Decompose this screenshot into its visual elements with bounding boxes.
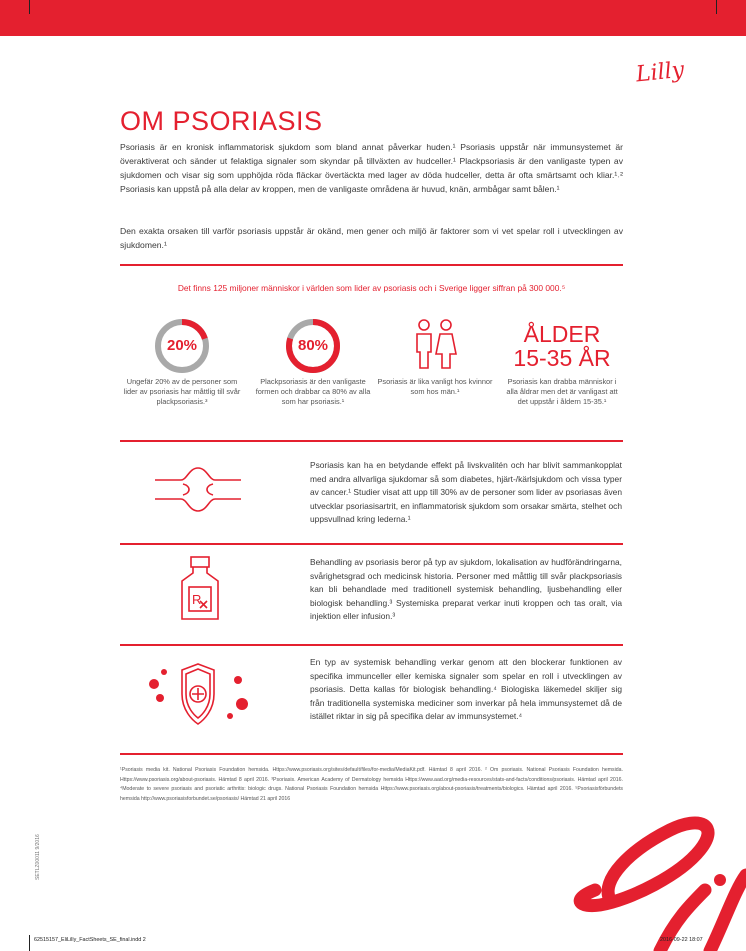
block-text-2: Behandling av psoriasis beror på typ av sjukdom, lokalisation av hudförändringarna, svårighetsgrad och medicinsk historia. Personer med måttlig till svår plackpsoriasis kan bli behandlade med traditionell systemisk behandling, ljusbehandling eller biologisk behandling.³ Systemiska preparat verkar inuti kroppen och tas oralt, via injektion eller infusion.³ [310,557,622,622]
page-title: OM PSORIASIS [120,106,323,136]
highlight-text: Det finns 125 miljoner människor i världen som lider av psoriasis och i Sverige ligger siffran på 300 000.⁵ [177,283,566,293]
lilly-logo: Lilly [634,57,686,88]
divider [120,753,623,755]
intro-paragraph-2: Den exakta orsaken till varför psoriasis uppstår är okänd, men gener och miljö är faktorer som vi vet spelar roll i utvecklingen av sjukdomen.¹ [120,226,623,251]
intro-paragraph-1: Psoriasis är en kronisk inflammatorisk sjukdom som bland annat påverkar huden.¹ Psoriasis uppstår när immunsystemet är överaktiverat och sänder ut felaktiga signaler som skyndar på tillväxten av hudceller.¹ Plackpsoriasis är den vanligaste typen av sjukdomen och visar sig som upphöjda röda fläckar övertäckta med lager av döda hudceller, detta är ofta smärtsamt och kliar.¹˒² Psoriasis kan uppstå på alla delar av kroppen, men de vanligaste områdena är huvud, knän, armbågar samt bålen.¹ [120,142,623,195]
joint-icon [153,462,243,517]
stat-caption-2: Plackpsoriasis är den vanligaste formen och drabbar ca 80% av alla som har psoriasis.¹ [255,377,371,406]
male-female-icon [412,318,458,370]
stat-caption-4: Psoriasis kan drabba människor i alla åldrar men det är vanligast att det uppstår i åldern 15-35.¹ [506,377,618,406]
crop-mark [29,935,30,951]
medicine-bottle-icon [178,555,222,623]
block-text-1: Psoriasis kan ha en betydande effekt på livskvalitén och har blivit sammankopplat med andra allvarliga sjukdomar så som diabetes, hjärt-/kärlsjukdom och vissa typer av cancer.¹ Studier visat att upp till 30% av de personer som lider av psoriasas även utvecklar psoriasisartrit, en inflammatorisk sjukdom som orsakar smärta, stelhet och uppsvullnad kring lederna.¹ [310,460,622,525]
svg-text:R: R [192,592,202,607]
stat-value-2: 80% [297,337,329,354]
block-text-3: En typ av systemisk behandling verkar genom att den blockerar funktionen av specifika immunceller eller kemiska signaler som spelar en roll i utvecklingen av psoriasis. Detta kallas för biologisk behandling.⁴ Biologiska läkemedel skiljer sig från traditionella systemiska mediciner som inverkar på hela immunsystemet då de istället riktar in sig på specifika delar av immunsystemet.⁴ [310,657,622,722]
divider [120,440,623,442]
footnotes: ¹Psoriasis media kit. National Psoriasis Foundation hemsida. Https://www.psoriasis.org/sites/default/files/for-media/MediaKit.pdf. Hämtad 8 april 2016. ² Om psoriasis. National Psoriasis Foundation hemsida. Https://www.psoriasis.org/about-psoriasis. Hämtad 8 april 2016. ³Psoriasis. American Academy of Dermatology hemsida Https://www.aad.org/media-resources/stats-and-facts/conditions/psoriasis. Hämtad april 2016. ⁴Moderate to severe psoriasis and psoriatic arthritis: biologic drugs. National Psoriasis Foundation hemsida Https://www.psoriasis.org/about-psoriasis/treatments/biologics. Hämtad april 2016. ⁵Psoriasisförbundets hemsida http://www.psoriasisforbundet.se/psoriasis/ Hämtad 21 april 2016 [120,767,623,802]
divider [120,644,623,646]
crop-mark [716,0,717,14]
divider [120,543,623,545]
slug-filename: 62515157_EliLilly_FactSheets_SE_final.indd 2 [34,937,146,943]
divider [120,264,623,266]
immune-shield-icon [142,660,254,736]
document-code: SETLZ00011 9/2016 [35,834,41,880]
lilly-script-decoration [540,810,746,951]
crop-mark [29,0,30,14]
stat-value-1: 20% [166,337,198,354]
top-red-bar [0,0,746,36]
slug-timestamp: 2016-09-22 18:07 [660,937,703,943]
stat-caption-1: Ungefär 20% av de personer som lider av psoriasis har måttlig till svår plackpsoriasis.³ [123,377,241,406]
stat-caption-3: Psoriasis är lika vanligt hos kvinnor som hos män.¹ [377,377,493,396]
age-stat: ÅLDER 15-35 ÅR [513,321,611,371]
